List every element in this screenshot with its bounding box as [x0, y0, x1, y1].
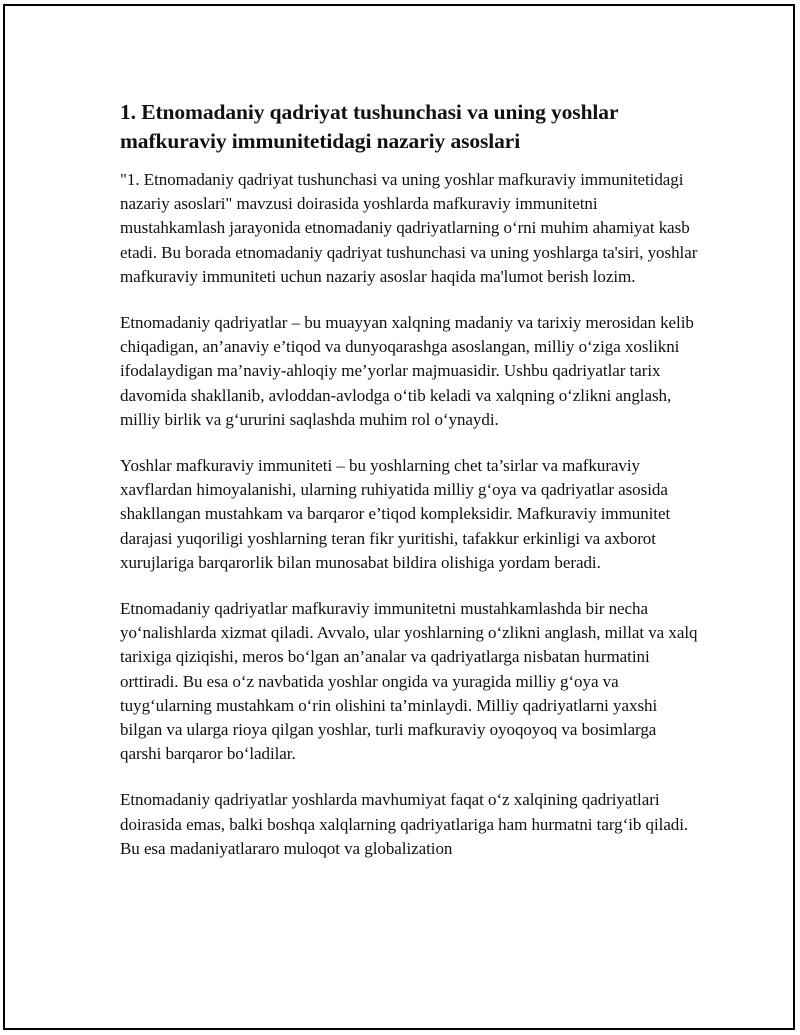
paragraph-1: "1. Etnomadaniy qadriyat tushunchasi va uning yoshlar mafkuraviy immunitetidagi nazariy asoslari" mavzusi doirasida yoshlarda mafkuraviy immunitetni mustahkamlash jarayonida etnomadaniy qadriyatlarning oʻrni muhim ahamiyat kasb etadi. Bu borada etnomadaniy qadriyat tushunchasi va uning yoshlarga ta'siri, yoshlar mafkuraviy immuniteti uchun nazariy asoslar haqida ma'lumot berish lozim.	[120, 170, 698, 286]
document-content	[120, 98, 700, 883]
paragraph-4: Etnomadaniy qadriyatlar mafkuraviy immunitetni mustahkamlashda bir necha yoʻnalishlarda xizmat qiladi. Avvalo, ular yoshlarning oʻzlikni anglash, millat va xalq tarixiga qiziqishi, meros boʻlgan an’analar va qadriyatlarga nisbatan hurmatini orttiradi. Bu esa oʻz navbatida yoshlar ongida va yuragida milliy gʻoya va tuygʻularning mustahkam oʻrin olishini ta’minlaydi. Milliy qadriyatlarni yaxshi bilgan va ularga rioya qilgan yoshlar, turli mafkuraviy oyoqoyoq va bosimlarga qarshi barqaror boʻladilar.	[120, 599, 698, 764]
paragraph-3: Yoshlar mafkuraviy immuniteti – bu yoshlarning chet ta’sirlar va mafkuraviy xavflardan himoyalanishi, ularning ruhiyatida milliy gʻoya va qadriyatlar asosida shakllangan mustahkam va barqaror e’tiqod kompleksidir. Mafkuraviy immunitet darajasi yuqoriligi yoshlarning teran fikr yuritishi, tafakkur erkinligi va axborot xurujlariga barqarorlik bilan munosabat bildira olishiga yordam beradi.	[120, 456, 671, 572]
paragraph-2: Etnomadaniy qadriyatlar – bu muayyan xalqning madaniy va tarixiy merosidan kelib chiqadigan, an’anaviy e’tiqod va dunyoqarashga asoslangan, milliy oʻziga xoslikni ifodalaydigan ma’naviy-ahloqiy me’yorlar majmuasidir. Ushbu qadriyatlar tarix davomida shakllanib, avloddan-avlodga oʻtib keladi va xalqning oʻzlikni anglash, milliy birlik va gʻururini saqlashda muhim rol oʻynaydi.	[120, 313, 694, 429]
paragraph-5: Etnomadaniy qadriyatlar yoshlarda mavhumiyat faqat oʻz xalqining qadriyatlari doirasida emas, balki boshqa xalqlarning qadriyatlariga ham hurmatni targʻib qiladi. Bu esa madaniyatlararo muloqot va globalization	[120, 790, 689, 858]
document-title: 1. Etnomadaniy qadriyat tushunchasi va uning yoshlar mafkuraviy immunitetidagi nazariy asoslari	[120, 100, 619, 153]
document-page	[3, 4, 795, 1030]
